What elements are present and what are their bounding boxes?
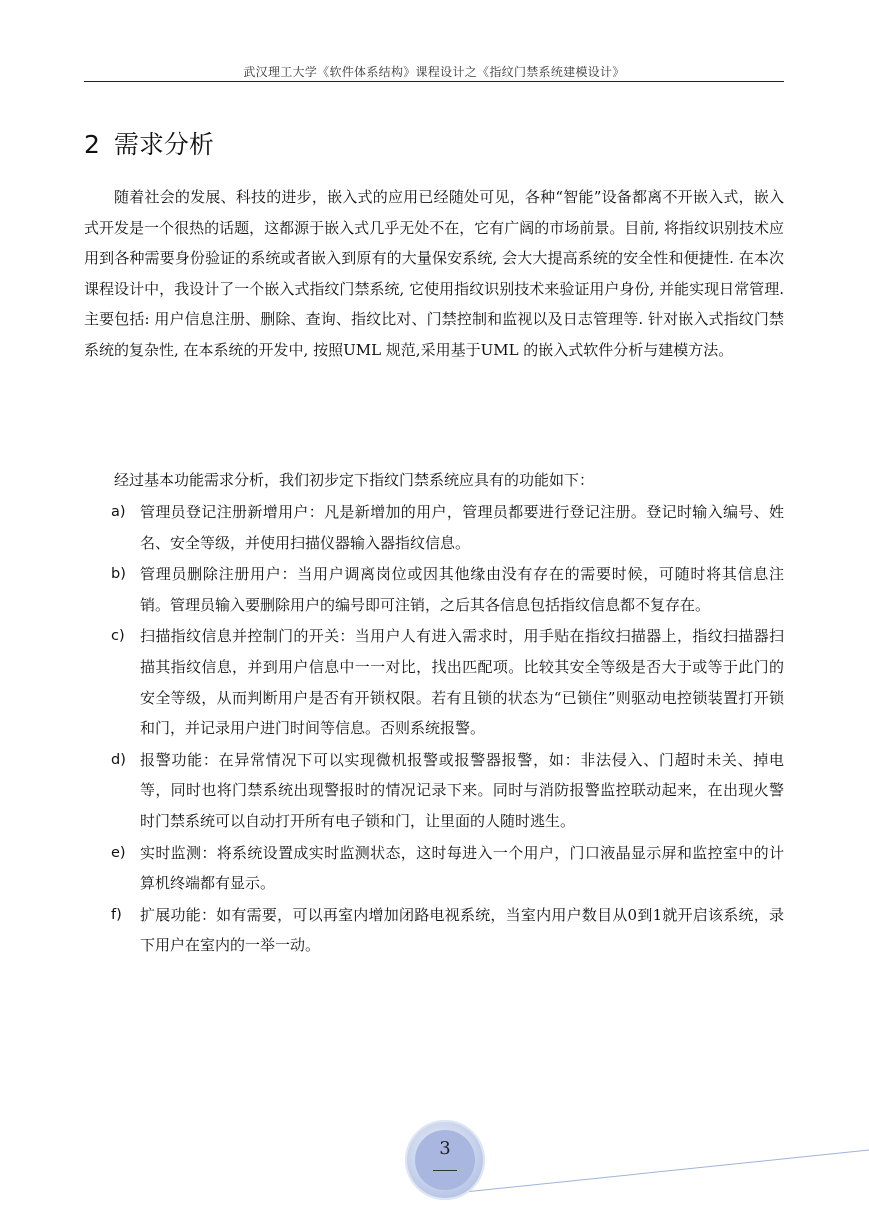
list-marker: d) (111, 751, 126, 768)
list-marker: e) (111, 844, 126, 861)
list-marker: f) (111, 906, 122, 923)
page-number-underline (433, 1170, 457, 1171)
list-marker: a) (111, 504, 126, 520)
list-marker: c) (111, 628, 125, 645)
list-item-text: 管理员登记注册新增用户：凡是新增加的用户，管理员都要进行登记注册。登记时输入编号、姓名、安全等级，并使用扫描仪器输入器指纹信息。 (140, 503, 784, 552)
section-number: 2 (84, 129, 100, 159)
list-item-text: 扫描指纹信息并控制门的开关：当用户人有进入需求时，用手贴在指纹扫描器上，指纹扫描器扫描其指纹信息，并到用户信息中一一对比，找出匹配项。比较其安全等级是否大于或等于此门的安全等级，从而判断用户是否有开锁权限。若有且锁的状态为“已锁住”则驱动电控锁装置打开锁和门，并记录用户进门时间等信息。否则系统报警。 (140, 627, 784, 738)
page-number: 3 (439, 1138, 451, 1159)
page-number-badge (405, 1120, 485, 1200)
list-item-text: 管理员删除注册用户：当用户调离岗位或因其他缘由没有存在的需要时候，可随时将其信息注销。管理员输入要删除用户的编号即可注销，之后其各信息包括指纹信息都不复存在。 (140, 565, 784, 614)
list-item-text: 报警功能：在异常情况下可以实现微机报警或报警器报警，如：非法侵入、门超时未关、掉电等，同时也将门禁系统出现警报时的情况记录下来。同时与消防报警监控联动起来，在出现火警时门禁系统可以自动打开所有电子锁和门，让里面的人随时逃生。 (140, 750, 784, 830)
list-item-text: 扩展功能：如有需要，可以再室内增加闭路电视系统，当室内用户数目从0到1就开启该系统，录下用户在室内的一举一动。 (140, 905, 784, 955)
intro-paragraph: 随着社会的发展、科技的进步，嵌入式的应用已经随处可见，各种“智能”设备都离不开嵌入式，嵌入式开发是一个很热的话题，这都源于嵌入式几乎无处不在，它有广阔的市场前景。目前, 将指纹识别技术应用到各种需要身份验证的系统或者嵌入到原有的大量保安系统, 会大大提高系统的安全性和便捷性. 在本次课程设计中，我设计了一个嵌入式指纹门禁系统, 它使用指纹识别技术来验证用户身份, 并能实现日常管理. 主要包括: 用户信息注册、删除、查询、指纹比对、门禁控制和监视以及日志管理等. 针对嵌入式指纹门禁系统的复杂性, 在本系统的开发中, 按照UML 规范,采用基于UML 的嵌入式软件分析与建模方法。 (84, 188, 784, 359)
section-title: 需求分析 (113, 129, 214, 159)
list-item-text: 实时监测：将系统设置成实时监测状态，这时每进入一个用户，门口液晶显示屏和监控室中的计算机终端都有显示。 (140, 843, 784, 893)
list-lead: 经过基本功能需求分析，我们初步定下指纹门禁系统应具有的功能如下： (114, 471, 595, 489)
header-title: 武汉理工大学《软件体系结构》课程设计之《指纹门禁系统建模设计》 (243, 65, 625, 79)
list-marker: b) (111, 566, 126, 583)
